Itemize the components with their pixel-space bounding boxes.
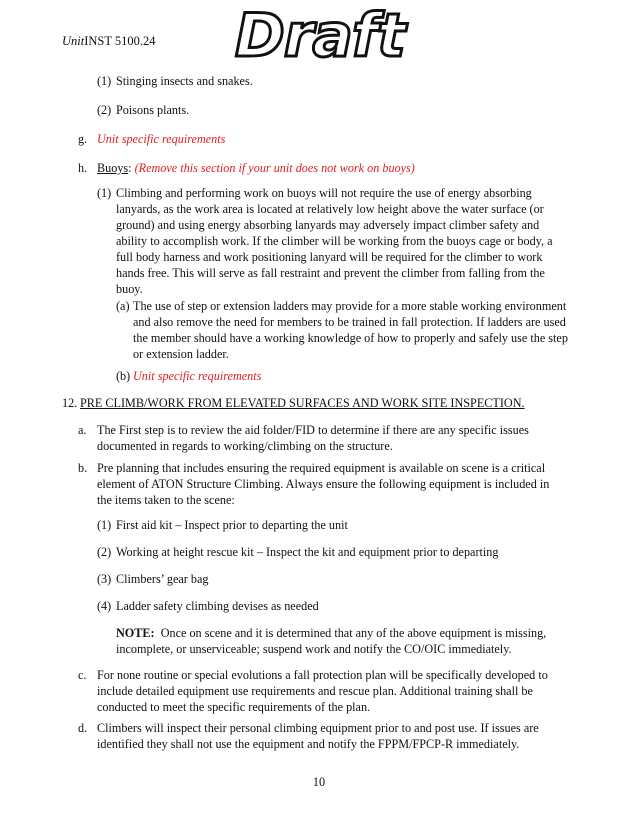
section-number: 12. bbox=[62, 396, 78, 410]
text-line: Climbing and performing work on buoys will not require the use of energy absorbing bbox=[116, 186, 532, 200]
item-label: (3) bbox=[97, 572, 112, 586]
text-line: incomplete, or unserviceable; suspend work and notify the CO/OIC immediately. bbox=[116, 642, 512, 656]
document-header bbox=[62, 33, 156, 49]
text-line: conducted to meet the specific requirements of the plan. bbox=[97, 700, 371, 714]
text-line: Pre planning that includes ensuring the required equipment is available on scene is a critical bbox=[97, 461, 546, 475]
text-line: documented in regards to working/climbing on the structure. bbox=[97, 439, 393, 453]
paragraph-buoys-1 bbox=[116, 185, 553, 297]
item-label: b. bbox=[78, 461, 88, 475]
text-line: full body harness and work positioning lanyard will be required for the climber to work bbox=[116, 250, 543, 264]
buoys-colon: : bbox=[128, 161, 132, 175]
text-line: The First step is to review the aid folder/FID to determine if there are any specific issues bbox=[97, 423, 529, 437]
buoys-title: Buoys bbox=[97, 161, 129, 175]
unit-specific-requirements: Unit specific requirements bbox=[97, 132, 226, 146]
item-text: Stinging insects and snakes. bbox=[116, 74, 253, 88]
item-label: h. bbox=[78, 161, 88, 175]
paragraph-d bbox=[97, 720, 539, 752]
paragraph-a bbox=[97, 422, 529, 454]
text-line: The use of step or extension ladders may provide for a more stable working environment bbox=[133, 299, 567, 313]
text-line: ground) and using energy absorbing lanyards may adversely impact climber safety and bbox=[116, 218, 540, 232]
buoys-remove-note: (Remove this section if your unit does not work on buoys) bbox=[134, 161, 415, 175]
note-label: NOTE: bbox=[116, 626, 155, 640]
item-label: g. bbox=[78, 132, 88, 146]
text-line: or extension ladder. bbox=[133, 347, 229, 361]
unit-specific-requirements: Unit specific requirements bbox=[133, 369, 262, 383]
text-line: For none routine or special evolutions a fall protection plan will be specifically developed to bbox=[97, 668, 548, 682]
note-block bbox=[116, 625, 546, 657]
text-line: include detailed equipment use requirements and rescue plan. Additional training shall be bbox=[97, 684, 533, 698]
text-line: Once on scene and it is determined that any of the above equipment is missing, bbox=[160, 626, 547, 640]
section-buoys bbox=[97, 160, 415, 176]
header-unit-prefix: Unit bbox=[62, 34, 85, 48]
paragraph-c bbox=[97, 667, 548, 715]
section-title: PRE CLIMB/WORK FROM ELEVATED SURFACES AND WORK SITE INSPECTION. bbox=[80, 396, 525, 410]
text-line: hands free. This will serve as fall restraint and prevent the climber from falling from the bbox=[116, 266, 545, 280]
item-label: (4) bbox=[97, 599, 112, 613]
text-line: identified they shall not use the equipment and notify the FPPM/FPCP-R immediately. bbox=[97, 737, 520, 751]
page-number: 10 bbox=[312, 775, 326, 789]
item-text: Ladder safety climbing devises as needed bbox=[116, 599, 319, 613]
draft-watermark bbox=[232, 4, 442, 62]
item-label: a. bbox=[78, 423, 87, 437]
paragraph-ladders bbox=[133, 298, 568, 362]
item-text: Climbers’ gear bag bbox=[116, 572, 209, 586]
item-label: (1) bbox=[97, 186, 112, 200]
item-label: (a) bbox=[116, 299, 130, 313]
item-label: (2) bbox=[97, 103, 112, 117]
text-line: lanyards, as the work area is located at relatively low height above the water surface (or bbox=[116, 202, 544, 216]
item-text: Working at height rescue kit – Inspect the kit and equipment prior to departing bbox=[116, 545, 499, 559]
draft-watermark-text: Draft bbox=[235, 4, 405, 62]
header-instruction-number: INST 5100.24 bbox=[84, 34, 156, 48]
item-label: (1) bbox=[97, 74, 112, 88]
item-label: d. bbox=[78, 721, 88, 735]
item-text: Poisons plants. bbox=[116, 103, 190, 117]
item-text: First aid kit – Inspect prior to departing the unit bbox=[116, 518, 348, 532]
item-label: (2) bbox=[97, 545, 112, 559]
text-line: ability to accomplish work. If the climber will be working from the buoys cage or body, a bbox=[116, 234, 553, 248]
text-line: element of ATON Structure Climbing. Always ensure the following equipment is included in bbox=[97, 477, 550, 491]
paragraph-b bbox=[97, 460, 549, 508]
item-label: (b) bbox=[116, 369, 131, 383]
item-label: (1) bbox=[97, 518, 112, 532]
item-label: c. bbox=[78, 668, 87, 682]
text-line: the member should have a working knowledge of how to properly and safely use the step bbox=[133, 331, 568, 345]
text-line: the items taken to the scene: bbox=[97, 493, 235, 507]
text-line: Climbers will inspect their personal climbing equipment prior to and post use. If issues are bbox=[97, 721, 539, 735]
text-line: buoy. bbox=[116, 282, 143, 296]
text-line: and also remove the need for members to be trained in fall protection. If ladders are used bbox=[133, 315, 566, 329]
